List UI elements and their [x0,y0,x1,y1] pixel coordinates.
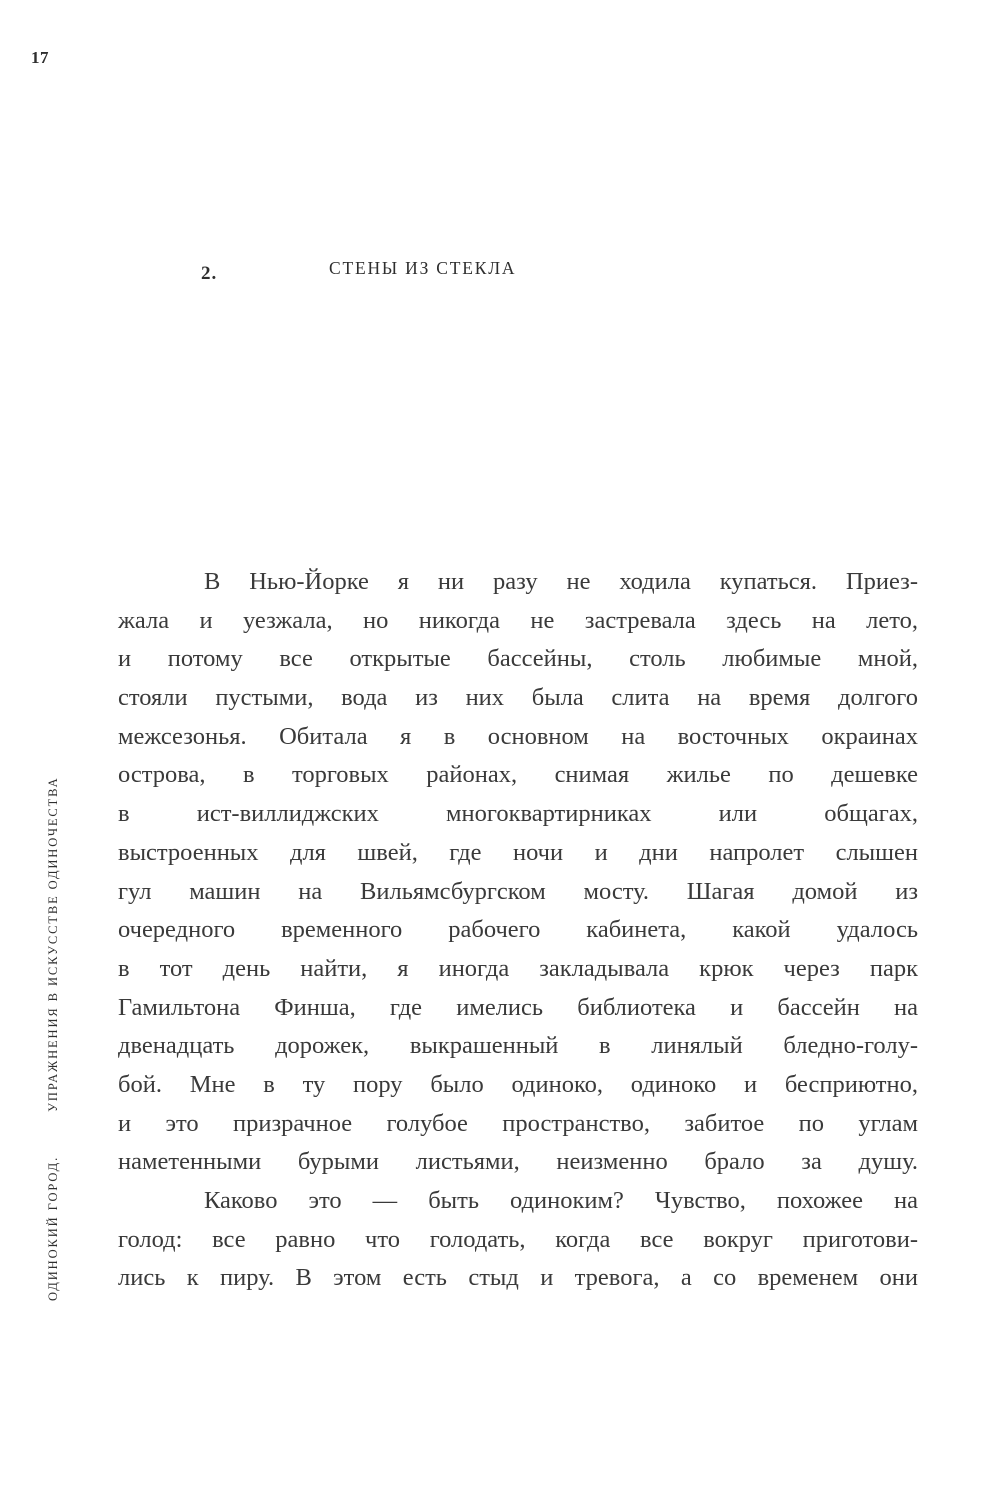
running-head [46,776,61,1301]
chapter-number: 2. [201,263,218,284]
text-line: наметенными бурыми листьями, неизменно брало за душу. [118,1148,918,1176]
text-line: межсезонья. Обитала я в основном на восточных окраинах [118,722,918,750]
text-line: Гамильтона Финша, где имелись библиотека и бассейн на [118,993,918,1021]
text-line: очередного временного рабочего кабинета, какой удалось [118,916,918,944]
text-line: гул машин на Вильямсбургском мосту. Шагая домой из [118,877,918,905]
text-line: и это призрачное голубое пространство, забитое по углам [118,1109,918,1137]
text-line: В Нью-Йорке я ни разу не ходила купаться. Приез- [204,568,918,595]
text-line: в ист-виллиджских многоквартирниках или общагах, [118,800,918,828]
text-line: Каково это — быть одиноким? Чувство, похожее на [204,1187,918,1214]
text-line: лись к пиру. В этом есть стыд и тревога, а со временем они [118,1264,918,1292]
body-text [118,563,918,1298]
chapter-title: СТЕНЫ ИЗ СТЕКЛА [329,258,517,278]
running-head-book-subtitle: УПРАЖНЕНИЯ В ИСКУССТВЕ ОДИНОЧЕСТВА [46,776,60,1112]
page-number: 17 [31,48,49,67]
text-line: в тот день найти, я иногда закладывала крюк через парк [118,954,918,982]
running-head-book-title: ОДИНОКИЙ ГОРОД. [46,1155,60,1301]
text-line: выстроенных для швей, где ночи и дни напролет слышен [118,838,918,866]
text-line: двенадцать дорожек, выкрашенный в линялый бледно-голу- [118,1032,918,1060]
text-line: и потому все открытые бассейны, столь любимые мной, [118,645,918,673]
text-line: бой. Мне в ту пору было одиноко, одиноко и бесприютно, [118,1070,918,1098]
text-line: жала и уезжала, но никогда не застревала здесь на лето, [118,606,918,634]
text-line: голод: все равно что голодать, когда все вокруг приготови- [118,1225,918,1253]
text-line: стояли пустыми, вода из них была слита на время долгого [118,684,918,712]
text-line: острова, в торговых районах, снимая жилье по дешевке [118,761,918,789]
